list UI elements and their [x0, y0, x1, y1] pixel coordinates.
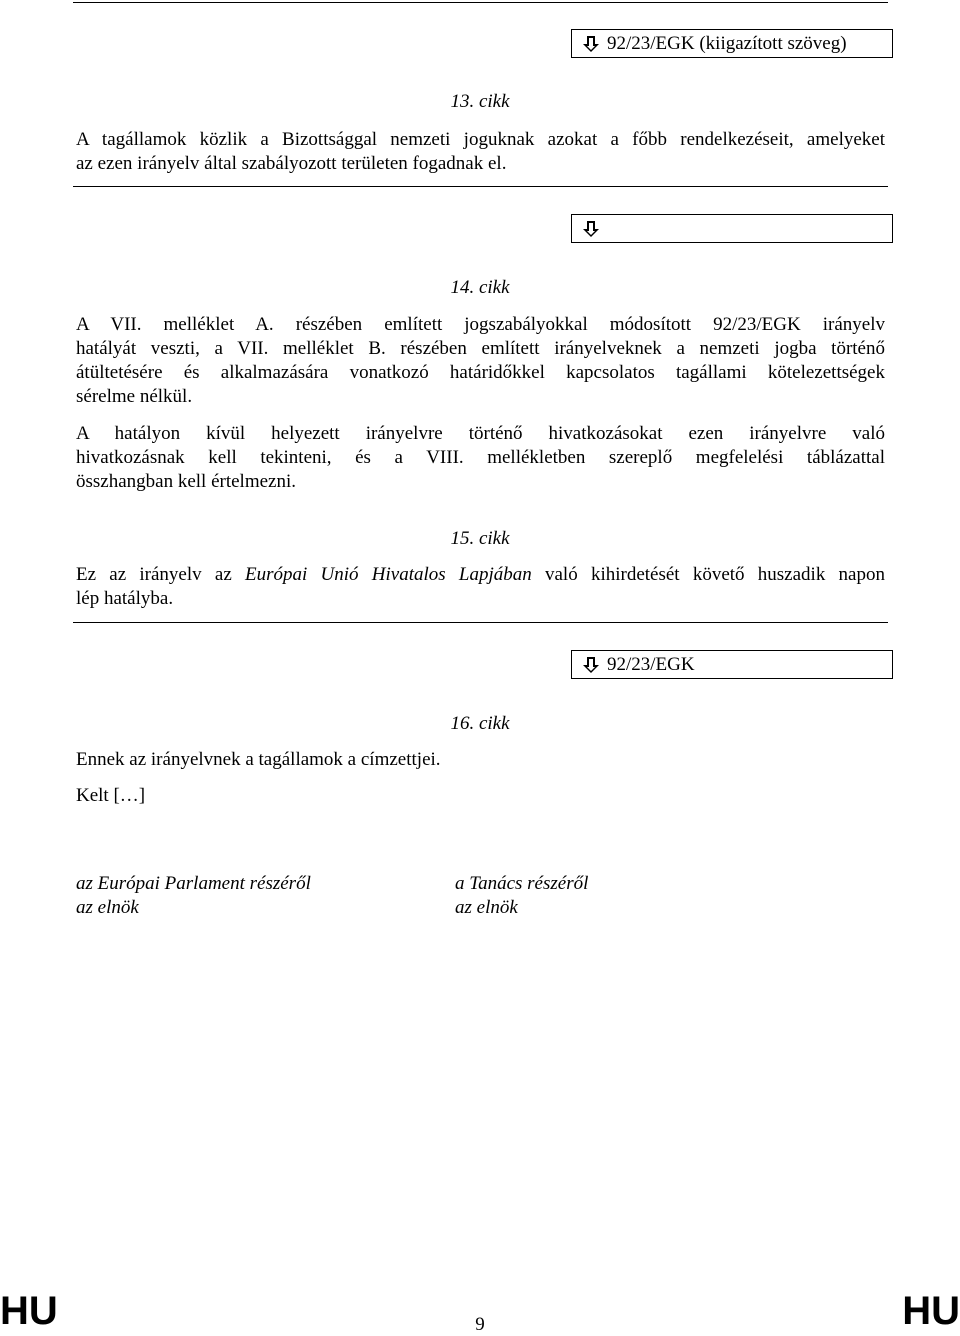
text-line: Ez az irányelv az Európai Unió Hivatalos Lapjában való kihirdetését követő huszadik napon [76, 564, 885, 585]
date-placeholder [76, 784, 885, 808]
journal-name: Európai Unió Hivatalos Lapjában [245, 564, 532, 585]
arrow-down-icon [582, 35, 600, 53]
article-16-text [76, 748, 885, 772]
article-16-heading: 16. cikk [450, 713, 510, 734]
page-number: 9 [475, 1314, 485, 1335]
article-15-text [76, 563, 885, 611]
source-reference-box [571, 29, 893, 58]
text-line: hatályát veszti, a VII. melléklet B. részében említett irányelveknek a nemzeti jogba történő [76, 338, 885, 359]
signature-line: a Tanács részéről [455, 873, 589, 894]
article-14-heading: 14. cikk [450, 277, 510, 298]
text-line: az ezen irányelv által szabályozott területen fogadnak el. [76, 153, 507, 174]
signature-council [455, 872, 588, 920]
arrow-down-icon [582, 656, 600, 674]
text-line: összhangban kell értelmezni. [76, 471, 297, 492]
text-line: A tagállamok közlik a Bizottsággal nemzeti joguknak azokat a főbb rendelkezéseit, amelyeket [76, 129, 885, 150]
text-line: A VII. melléklet A. részében említett jogszabályokkal módosított 92/23/EGK irányelv [76, 314, 885, 335]
text-line: Ennek az irányelvnek a tagállamok a címzettjei. [76, 749, 441, 770]
text-line: Kelt […] [76, 785, 146, 806]
top-rule [73, 2, 888, 3]
footer-language-left: HU [0, 1289, 58, 1333]
source-reference-label: 92/23/EGK [607, 654, 695, 675]
article-14-paragraph-1 [76, 313, 885, 409]
signature-line: az elnök [455, 897, 518, 918]
source-reference-box [571, 214, 893, 243]
text-line: A hatályon kívül helyezett irányelvre történő hivatkozásokat ezen irányelvre való [76, 423, 885, 444]
section-rule [73, 622, 888, 623]
article-13-heading: 13. cikk [450, 91, 510, 112]
signature-line: az elnök [76, 897, 139, 918]
article-13-text [76, 128, 885, 176]
source-reference-box [571, 650, 893, 679]
article-15-heading: 15. cikk [450, 528, 510, 549]
footer-language-right: HU [902, 1289, 960, 1333]
text-line: lép hatályba. [76, 588, 174, 609]
text-line: átültetésére és alkalmazására vonatkozó határidőkkel kapcsolatos tagállami kötelezettségek [76, 362, 885, 383]
section-rule [73, 186, 888, 187]
source-reference-label: 92/23/EGK (kiigazított szöveg) [607, 33, 847, 54]
text-line: sérelme nélkül. [76, 386, 193, 407]
signature-line: az Európai Parlament részéről [76, 873, 311, 894]
text-line: hivatkozásnak kell tekinteni, és a VIII. mellékletben szereplő megfelelési táblázattal [76, 447, 885, 468]
article-14-paragraph-2 [76, 422, 885, 494]
signature-parliament [76, 872, 311, 920]
arrow-down-icon [582, 220, 600, 238]
